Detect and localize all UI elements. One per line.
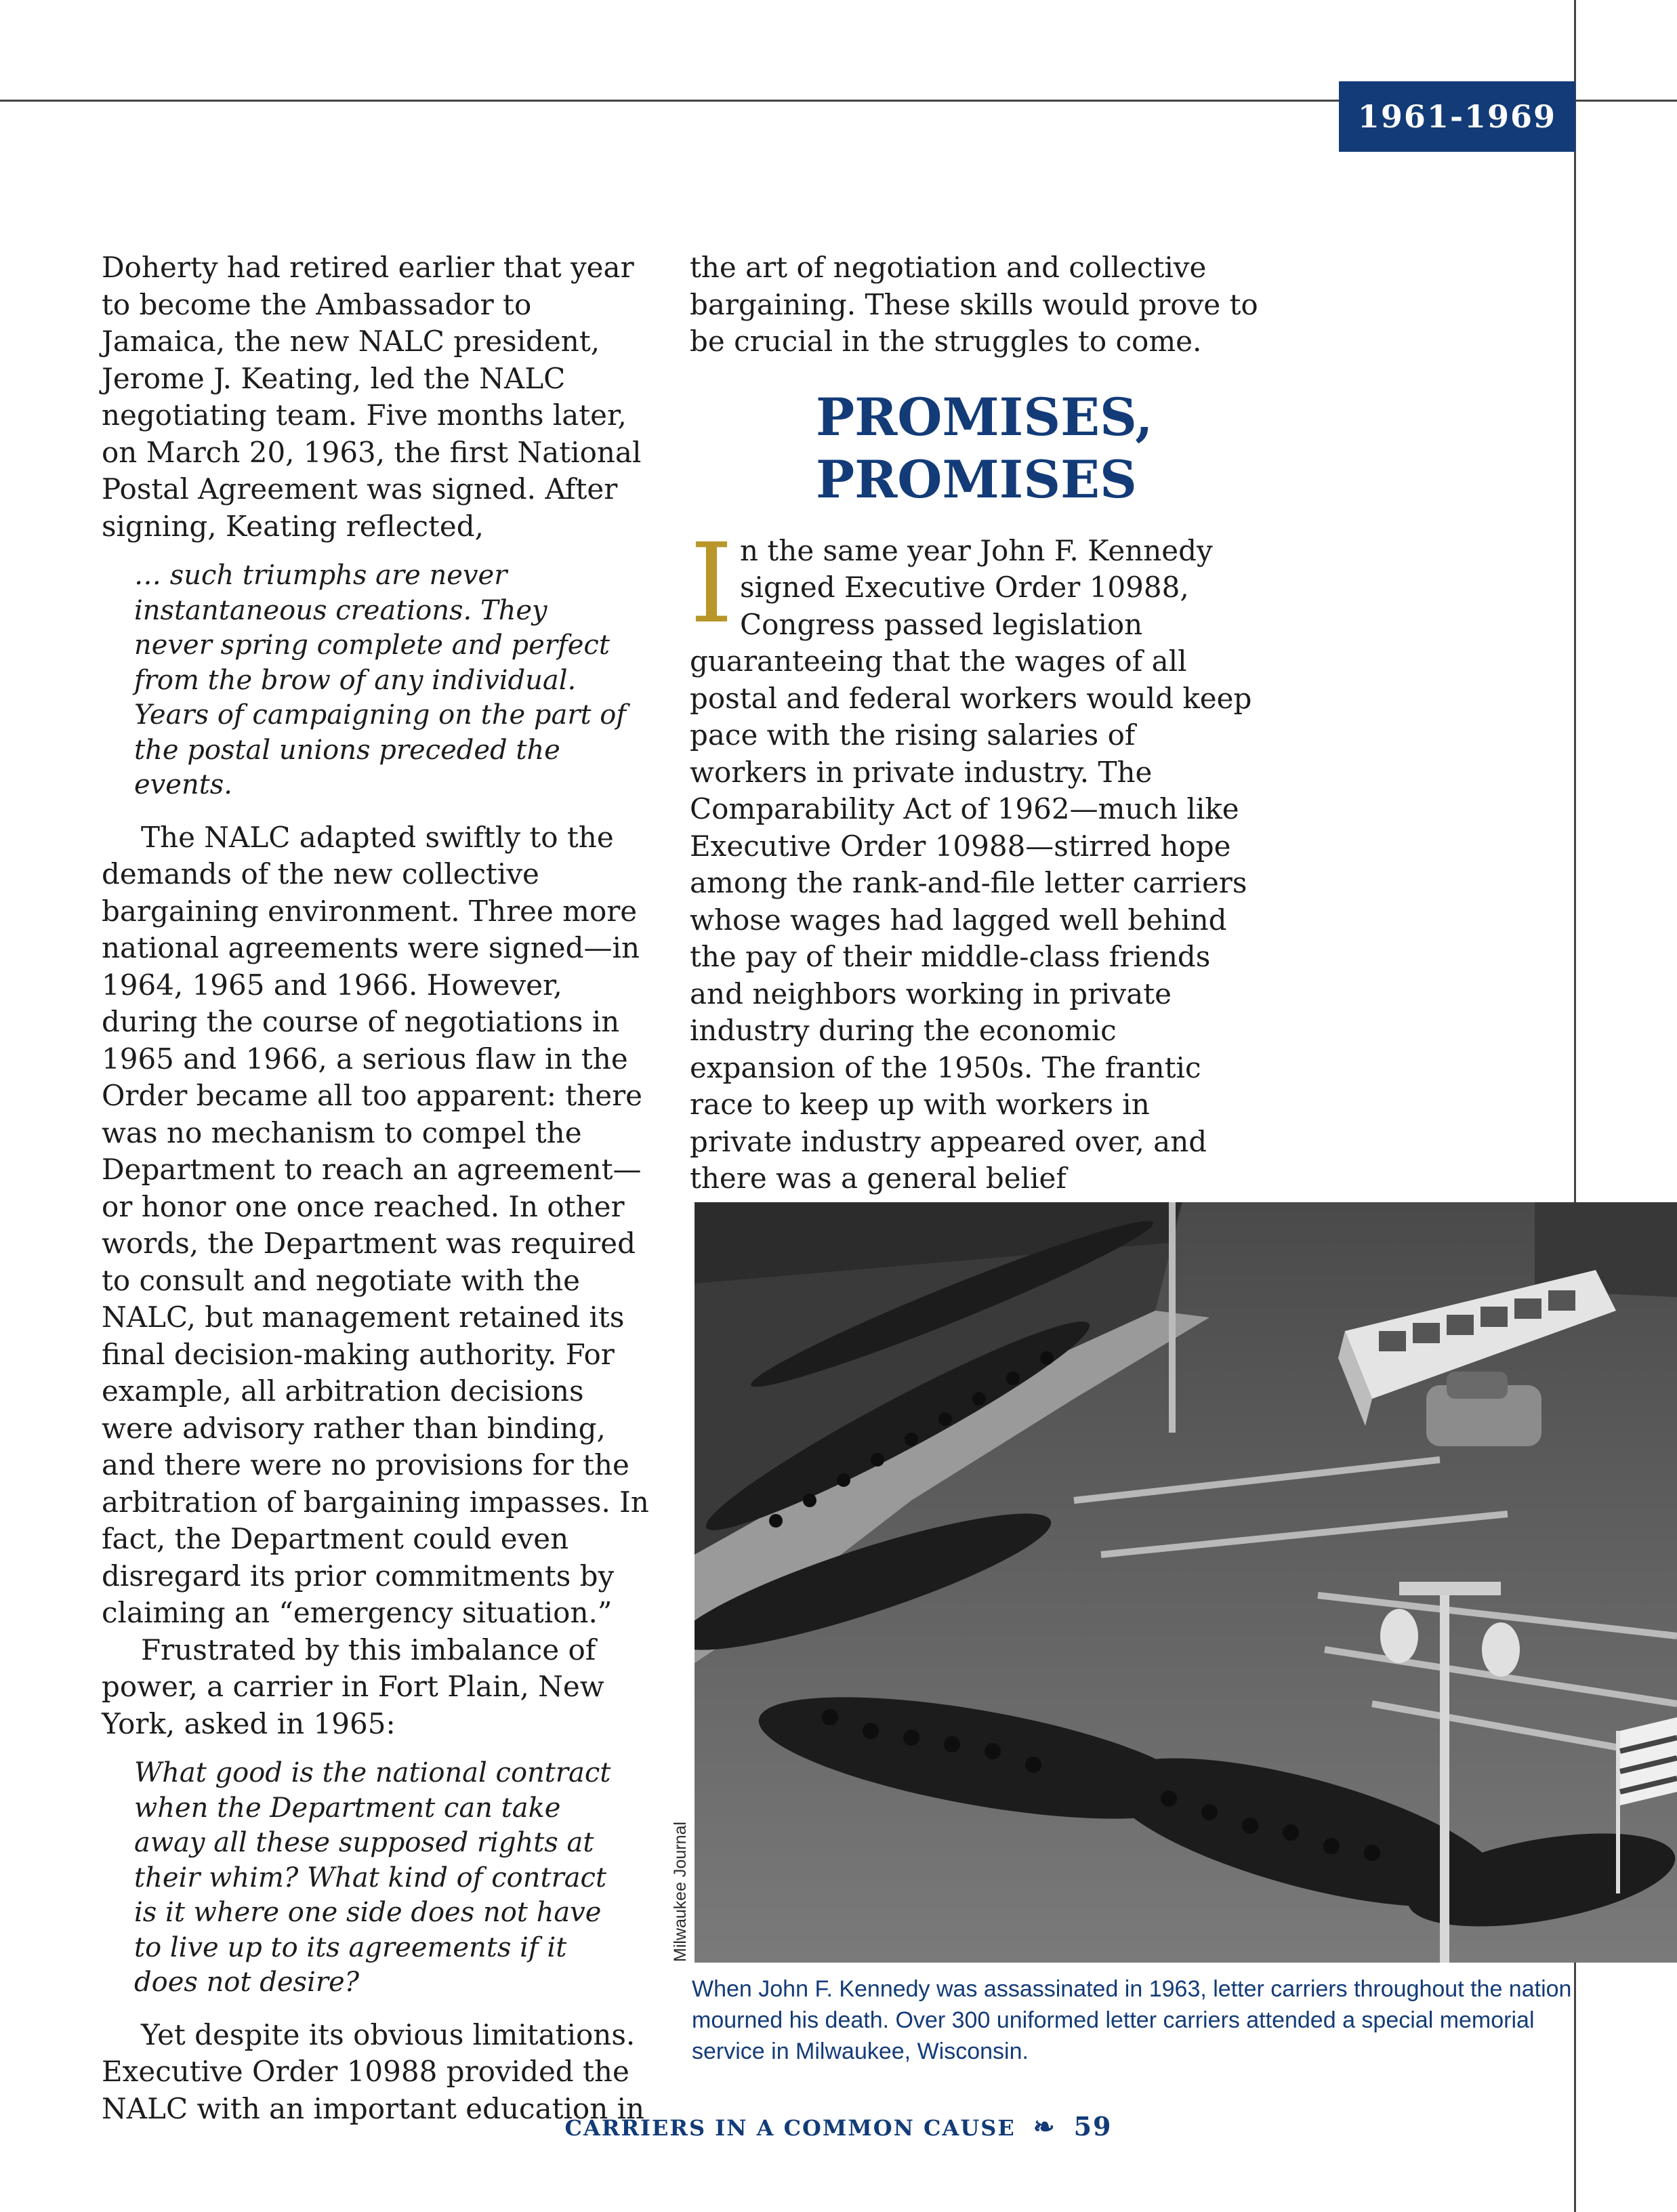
photo-caption: When John F. Kennedy was assassinated in 1963, letter carriers throughout the nation mourned his death. Over 300 uniformed letter carriers attended a special memorial service in Milwaukee, Wisconsin. [692, 1976, 1572, 2064]
left-column [102, 249, 657, 2127]
memorial-march-photo [695, 1202, 1677, 1963]
era-badge: 1961-1969 [1339, 81, 1575, 152]
paragraph: the art of negotiation and collective bargaining. These skills would prove to be crucial in the struggles to come. [690, 251, 1258, 358]
photo-credit: Milwaukee Journal [671, 1821, 690, 1962]
section-heading [690, 386, 1259, 511]
section-heading-line: PROMISES [816, 449, 1137, 510]
fleuron-icon: ❧ [1033, 2111, 1056, 2142]
block-quote: … such triumphs are never instantaneous creations. They never spring complete and perfect from the brow of any individual. Years of campaigning on the part of the postal unions preceded the events. [134, 560, 627, 800]
page-number: 59 [1073, 2111, 1113, 2142]
page-footer [0, 2111, 1677, 2142]
drop-cap: I [690, 520, 733, 648]
paragraph-text: n the same year John F. Kennedy signed Executive Order 10988, Congress passed legislation guaranteeing that the wages of all postal and federal workers would keep pace with the rising salaries of workers in private industry. The Comparability Act of 1962—much like Executive Order 10988—stirred hope among the rank-and-file letter carriers whose wages had lagged well behind the pay of their middle-class friends and neighbors working in private industry during the economic expansion of the 1950s. The frantic race to keep up with workers in private industry appeared over, and there was a general belief [690, 533, 1252, 1195]
paragraph: Frustrated by this imbalance of power, a carrier in Fort Plain, New York, asked in 1965: [102, 1633, 604, 1740]
paragraph: The NALC adapted swiftly to the demands of the new collective bargaining environment. Three more national agreements were signed—in 1964, 1965 and 1966. However, during the course of negotiations in 1965 and 1966, a serious flaw in the Order became all too apparent: there was no mechanism to compel the Department to reach an agreement—or honor one once reached. In other words, the Department was required to consult and negotiate with the NALC, but management retained its final decision-making authority. For example, all arbitration decisions were advisory rather than binding, and there were no provisions for the arbitration of bargaining impasses. In fact, the Department could even disregard its prior commitments by claiming an “emergency situation.” [102, 820, 649, 1629]
paragraph: Doherty had retired earlier that year to become the Ambassador to Jamaica, the new NALC president, Jerome J. Keating, led the NALC negotiating team. Five months later, on March 20, 1963, the first National Postal Agreement was signed. After signing, Keating reflected, [102, 251, 642, 543]
paragraph: Yet despite its obvious limitations. Executive Order 10988 provided the NALC with an important education in [102, 2018, 645, 2125]
footer-title: CARRIERS IN A COMMON CAUSE [564, 2115, 1016, 2141]
block-quote: What good is the national contract when the Department can take away all these supposed rights at their whim? What kind of contract is it where one side does not have to live up to its agreements if it does not desire? [134, 1757, 611, 1998]
right-column [690, 249, 1259, 1197]
paragraph [690, 520, 1259, 1197]
section-heading-line: PROMISES, [816, 386, 1153, 447]
